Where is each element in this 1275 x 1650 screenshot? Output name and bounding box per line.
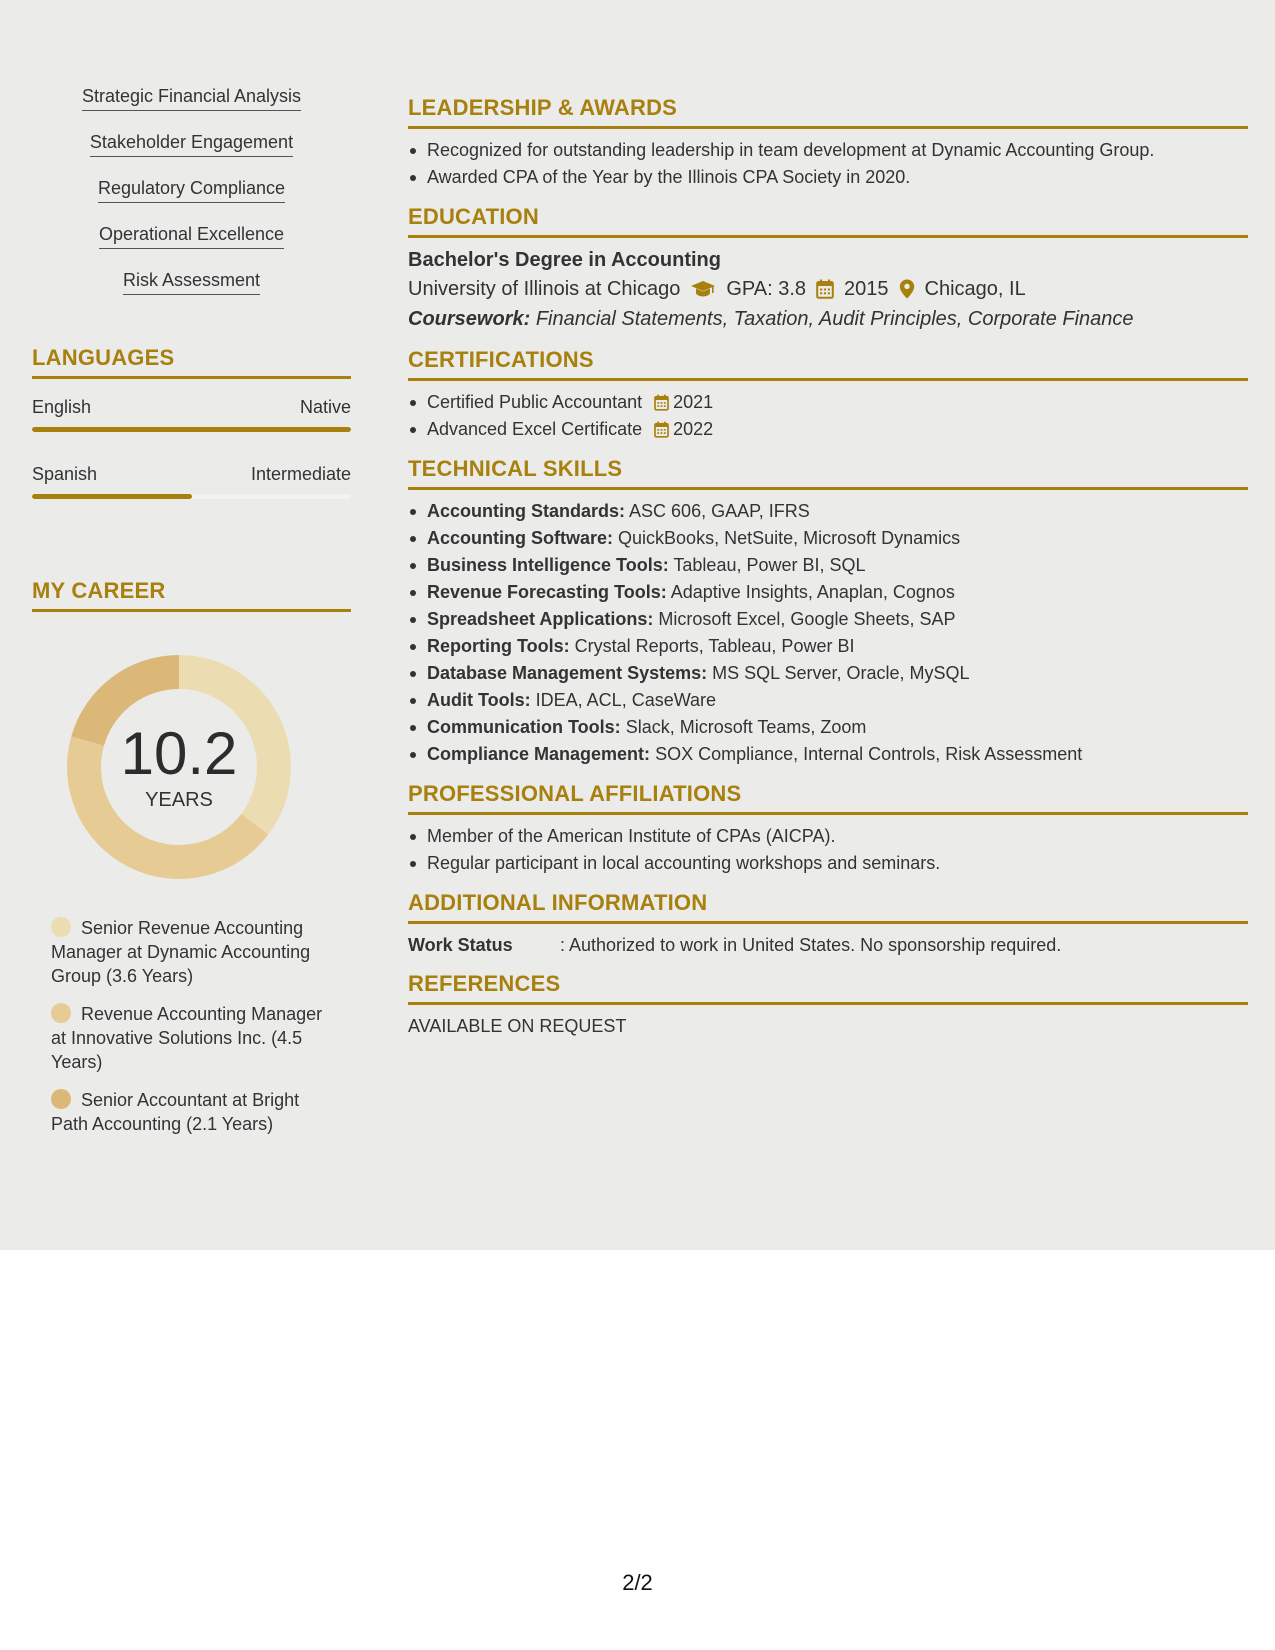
skill-category: Accounting Standards: <box>427 501 626 521</box>
career-heading: MY CAREER <box>32 577 351 612</box>
references-text: AVAILABLE ON REQUEST <box>408 1016 627 1036</box>
certifications-list <box>408 389 1248 443</box>
leadership-list <box>408 137 1248 191</box>
skill-category: Reporting Tools: <box>427 636 570 656</box>
gpa: GPA: 3.8 <box>726 278 807 300</box>
legend-dot <box>51 917 71 937</box>
list-item <box>408 606 1248 633</box>
career-legend <box>51 916 331 1136</box>
skill-category: Revenue Forecasting Tools: <box>427 582 667 602</box>
language-bar-fill <box>32 427 351 432</box>
career-donut-chart <box>66 654 292 880</box>
list-item <box>408 687 1248 714</box>
graduation-year: 2015 <box>844 278 889 300</box>
coursework-list: Financial Statements, Taxation, Audit Principles, Corporate Finance <box>535 308 1134 330</box>
list-item: Awarded CPA of the Year by the Illinois CPA Society in 2020. <box>408 164 1248 191</box>
affiliations-heading: PROFESSIONAL AFFILIATIONS <box>408 780 1248 815</box>
technical-skills-list <box>408 498 1248 768</box>
education-details <box>408 274 1248 304</box>
certifications-section <box>408 346 1248 443</box>
language-name: Spanish <box>32 464 98 484</box>
language-row <box>32 462 351 486</box>
education-heading: EDUCATION <box>408 203 1248 238</box>
list-item <box>408 498 1248 525</box>
graduation-cap-icon <box>690 280 716 298</box>
list-item <box>408 660 1248 687</box>
school-name: University of Illinois at Chicago <box>408 278 681 300</box>
skill-tag: Stakeholder Engagement <box>90 130 293 157</box>
list-item <box>408 633 1248 660</box>
certifications-heading: CERTIFICATIONS <box>408 346 1248 381</box>
coursework <box>408 304 1248 334</box>
career-total-unit: YEARS <box>145 788 213 811</box>
languages-heading: LANGUAGES <box>32 344 351 379</box>
list-item <box>408 416 1248 443</box>
references-heading: REFERENCES <box>408 970 1248 1005</box>
career-total-years: 10.2 <box>120 719 238 787</box>
skill-values: Crystal Reports, Tableau, Power BI <box>574 636 855 656</box>
calendar-icon <box>816 279 834 299</box>
language-level: Intermediate <box>250 464 351 484</box>
additional-info-section <box>408 889 1248 958</box>
list-item <box>408 525 1248 552</box>
calendar-icon <box>654 394 669 411</box>
school-location: Chicago, IL <box>924 278 1026 300</box>
skill-values: Slack, Microsoft Teams, Zoom <box>625 717 867 737</box>
language-bar-fill <box>32 494 192 499</box>
language-name: English <box>32 397 92 417</box>
legend-dot <box>51 1089 71 1109</box>
certification-name: Advanced Excel Certificate <box>427 419 643 439</box>
career-section <box>32 577 351 1136</box>
skill-category: Business Intelligence Tools: <box>427 555 669 575</box>
skill-values: Tableau, Power BI, SQL <box>673 555 866 575</box>
education-section <box>408 203 1248 334</box>
skill-category: Communication Tools: <box>427 717 621 737</box>
skill-category: Spreadsheet Applications: <box>427 609 654 629</box>
legend-label: Senior Accountant at Bright Path Accounting (2.1 Years) <box>51 1090 300 1134</box>
leadership-section <box>408 94 1248 191</box>
skill-values: MS SQL Server, Oracle, MySQL <box>712 663 970 683</box>
references-section <box>408 970 1248 1039</box>
skill-tag: Strategic Financial Analysis <box>82 84 301 111</box>
skill-category: Compliance Management: <box>427 744 651 764</box>
language-bar <box>32 494 351 499</box>
languages-section <box>32 344 351 499</box>
legend-item <box>51 1002 331 1074</box>
right-column <box>408 94 1248 1051</box>
additional-info-heading: ADDITIONAL INFORMATION <box>408 889 1248 924</box>
legend-label: Senior Revenue Accounting Manager at Dynamic Accounting Group (3.6 Years) <box>51 918 311 986</box>
affiliations-list <box>408 823 1248 877</box>
skill-values: Adaptive Insights, Anaplan, Cognos <box>670 582 955 602</box>
skill-category: Accounting Software: <box>427 528 614 548</box>
skill-values: ASC 606, GAAP, IFRS <box>629 501 810 521</box>
work-status-row <box>408 932 1248 958</box>
skill-values: Microsoft Excel, Google Sheets, SAP <box>658 609 956 629</box>
legend-label: Revenue Accounting Manager at Innovative Solutions Inc. (4.5 Years) <box>51 1004 323 1072</box>
list-item <box>408 579 1248 606</box>
certification-name: Certified Public Accountant <box>427 392 643 412</box>
skill-tags <box>32 84 351 314</box>
certification-year: 2022 <box>673 419 714 439</box>
skill-category: Audit Tools: <box>427 690 531 710</box>
language-row <box>32 395 351 419</box>
page-number: 2/2 <box>622 1570 653 1595</box>
language-level: Native <box>299 397 351 417</box>
map-pin-icon <box>899 279 915 299</box>
degree-title: Bachelor's Degree in Accounting <box>408 249 721 271</box>
legend-item <box>51 1088 331 1136</box>
coursework-label: Coursework: <box>408 308 531 330</box>
skill-values: IDEA, ACL, CaseWare <box>535 690 717 710</box>
list-item <box>408 741 1248 768</box>
list-item <box>408 389 1248 416</box>
work-status-value: : Authorized to work in United States. No sponsorship required. <box>560 935 1062 955</box>
legend-item <box>51 916 331 988</box>
work-status-label: Work Status <box>408 935 513 955</box>
skill-tag: Regulatory Compliance <box>98 176 285 203</box>
list-item <box>408 552 1248 579</box>
certification-year: 2021 <box>673 392 714 412</box>
language-bar <box>32 427 351 432</box>
donut-center <box>66 654 292 880</box>
affiliations-section <box>408 780 1248 877</box>
list-item: Member of the American Institute of CPAs (AICPA). <box>408 823 1248 850</box>
skill-tag: Risk Assessment <box>123 268 260 295</box>
legend-dot <box>51 1003 71 1023</box>
list-item: Regular participant in local accounting workshops and seminars. <box>408 850 1248 877</box>
skill-tag: Operational Excellence <box>99 222 284 249</box>
skill-category: Database Management Systems: <box>427 663 708 683</box>
calendar-icon <box>654 421 669 438</box>
technical-skills-heading: TECHNICAL SKILLS <box>408 455 1248 490</box>
technical-skills-section <box>408 455 1248 768</box>
list-item: Recognized for outstanding leadership in team development at Dynamic Accounting Group. <box>408 137 1248 164</box>
left-column <box>32 84 351 1150</box>
leadership-heading: LEADERSHIP & AWARDS <box>408 94 1248 129</box>
skill-values: SOX Compliance, Internal Controls, Risk Assessment <box>655 744 1083 764</box>
skill-values: QuickBooks, NetSuite, Microsoft Dynamics <box>618 528 961 548</box>
list-item <box>408 714 1248 741</box>
